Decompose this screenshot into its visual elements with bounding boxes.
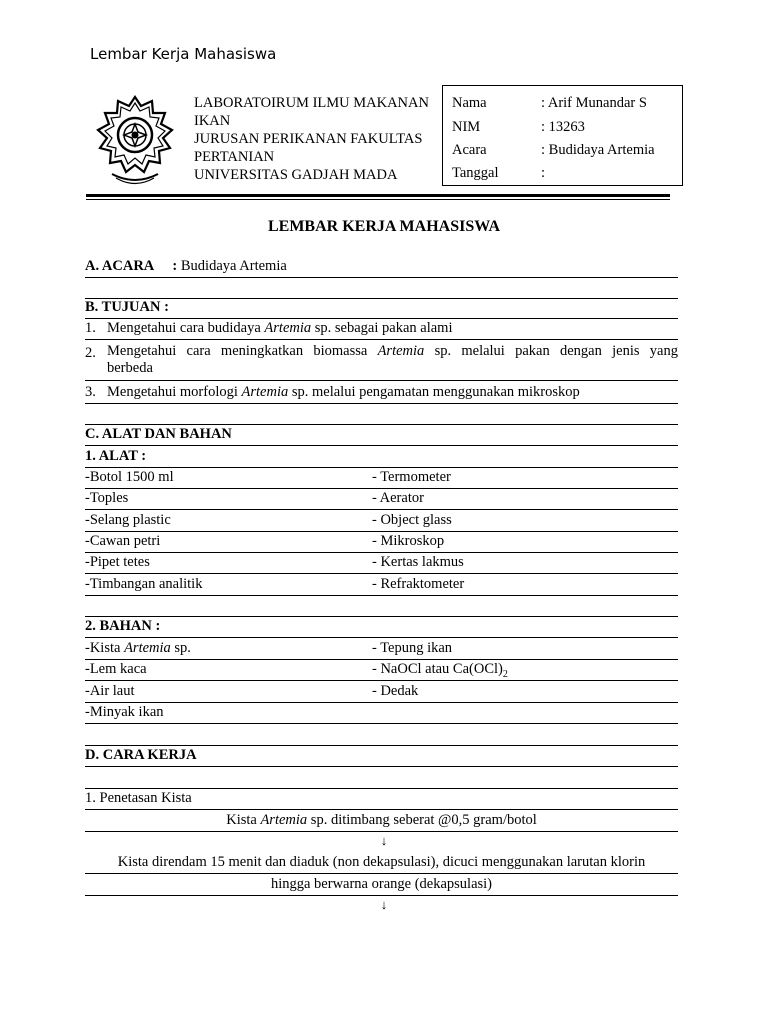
- tujuan-text: Mengetahui cara meningkatkan biomassa: [107, 343, 378, 359]
- tujuan-item-3: [85, 382, 678, 404]
- institution-block: [194, 94, 444, 184]
- header-divider-thick: [86, 194, 670, 197]
- bahan-row: [85, 659, 678, 681]
- down-arrow-icon: ↓: [380, 833, 388, 848]
- alat-row: [85, 467, 678, 489]
- blank-line: [85, 724, 678, 746]
- nim-value: : 13263: [541, 119, 585, 135]
- tujuan-text-continued: berbeda: [107, 360, 153, 376]
- page-header: Lembar Kerja Mahasiswa: [90, 45, 277, 63]
- blank-line: [85, 277, 678, 299]
- subscript: 2: [502, 668, 508, 680]
- tujuan-heading: B. TUJUAN :: [85, 297, 678, 319]
- tujuan-num: 1.: [85, 320, 96, 336]
- alat-item: - Termometer: [372, 469, 451, 485]
- bahan-item: -Lem kaca: [85, 661, 147, 677]
- tujuan-text: Mengetahui cara budidaya: [107, 320, 265, 336]
- flow-step-2-line2: hingga berwarna orange (dekapsulasi): [85, 874, 678, 896]
- tujuan-text-justified: [107, 343, 678, 360]
- tujuan-num: 2.: [85, 345, 96, 361]
- species-name: Artemia: [241, 384, 289, 400]
- institution-line: PERTANIAN: [194, 149, 275, 165]
- bahan-item: -Air laut: [85, 683, 135, 699]
- student-info-box: [442, 85, 683, 186]
- blank-line: [85, 403, 678, 425]
- alat-row: [85, 531, 678, 553]
- alat-row: [85, 510, 678, 532]
- bahan-item: -Kista: [85, 640, 125, 656]
- species-name: Artemia: [377, 343, 425, 359]
- tujuan-text: Mengetahui morfologi: [107, 384, 242, 400]
- nama-label: Nama: [452, 95, 487, 111]
- flow-step-2-line1: Kista direndam 15 menit dan diaduk (non dekapsulasi), dicuci menggunakan larutan klorin: [85, 852, 678, 874]
- acara-heading: A. ACARA: [85, 258, 155, 274]
- alat-row: [85, 488, 678, 510]
- flow-text: Kista: [226, 812, 261, 828]
- acara-line: [85, 256, 678, 278]
- document-title: LEMBAR KERJA MAHASISWA: [267, 218, 501, 235]
- institution-line: JURUSAN PERIKANAN FAKULTAS: [194, 131, 423, 147]
- acara-value: : Budidaya Artemia: [541, 142, 655, 158]
- species-name: Artemia: [260, 812, 308, 828]
- tanggal-label: Tanggal: [452, 165, 499, 181]
- tujuan-text: sp. melalui pakan dengan jenis yang: [424, 343, 678, 359]
- bahan-row: [85, 681, 678, 703]
- institution-line: LABORATOIRUM ILMU MAKANAN: [194, 95, 429, 111]
- alat-bahan-heading: C. ALAT DAN BAHAN: [85, 424, 678, 446]
- bahan-item: - Dedak: [372, 683, 419, 699]
- tujuan-item-2: [85, 340, 678, 381]
- alat-item: - Mikroskop: [372, 533, 445, 549]
- bahan-row: [85, 702, 678, 724]
- nim-label: NIM: [452, 119, 481, 135]
- university-emblem-logo: [94, 94, 176, 186]
- blank-line: [85, 595, 678, 617]
- bahan-item: -Minyak ikan: [85, 704, 164, 720]
- tujuan-text: sp. melalui pengamatan menggunakan mikroskop: [288, 384, 580, 400]
- tujuan-text: sp. sebagai pakan alami: [311, 320, 453, 336]
- tujuan-item-1: [85, 318, 678, 340]
- alat-item: - Kertas lakmus: [372, 554, 464, 570]
- alat-item: -Pipet tetes: [85, 554, 150, 570]
- tanggal-value: :: [541, 165, 546, 181]
- alat-item: -Timbangan analitik: [85, 576, 203, 592]
- species-name: Artemia: [124, 640, 171, 656]
- alat-row: [85, 552, 678, 574]
- cara-kerja-heading: D. CARA KERJA: [85, 745, 678, 767]
- flow-step-1: [85, 810, 678, 832]
- bahan-heading: 2. BAHAN :: [85, 616, 678, 638]
- nama-value: : Arif Munandar S: [541, 95, 647, 111]
- acara-colon: :: [172, 258, 178, 274]
- alat-item: -Botol 1500 ml: [85, 469, 174, 485]
- species-name: Artemia: [264, 320, 312, 336]
- bahan-item: - NaOCl atau Ca(OCl): [372, 661, 503, 677]
- alat-item: - Refraktometer: [372, 576, 465, 592]
- tujuan-num: 3.: [85, 384, 96, 400]
- alat-heading: 1. ALAT :: [85, 446, 678, 468]
- bahan-row: [85, 638, 678, 660]
- alat-item: - Object glass: [372, 512, 452, 528]
- acara-label: Acara: [452, 142, 487, 158]
- step-penetasan-kista: 1. Penetasan Kista: [85, 788, 678, 810]
- institution-line: IKAN: [194, 113, 231, 129]
- alat-item: -Selang plastic: [85, 512, 171, 528]
- flow-text: sp. ditimbang seberat @0,5 gram/botol: [307, 812, 537, 828]
- alat-item: -Toples: [85, 490, 129, 506]
- alat-item: - Aerator: [372, 490, 424, 506]
- blank-line: [85, 767, 678, 789]
- bahan-item: - Tepung ikan: [372, 640, 453, 656]
- acara-text: Budidaya Artemia: [180, 258, 287, 274]
- bahan-item: sp.: [170, 640, 191, 656]
- alat-item: -Cawan petri: [85, 533, 161, 549]
- header-divider-thin: [86, 199, 670, 200]
- down-arrow-icon: ↓: [380, 897, 388, 912]
- institution-line: UNIVERSITAS GADJAH MADA: [194, 167, 398, 183]
- alat-row: [85, 574, 678, 596]
